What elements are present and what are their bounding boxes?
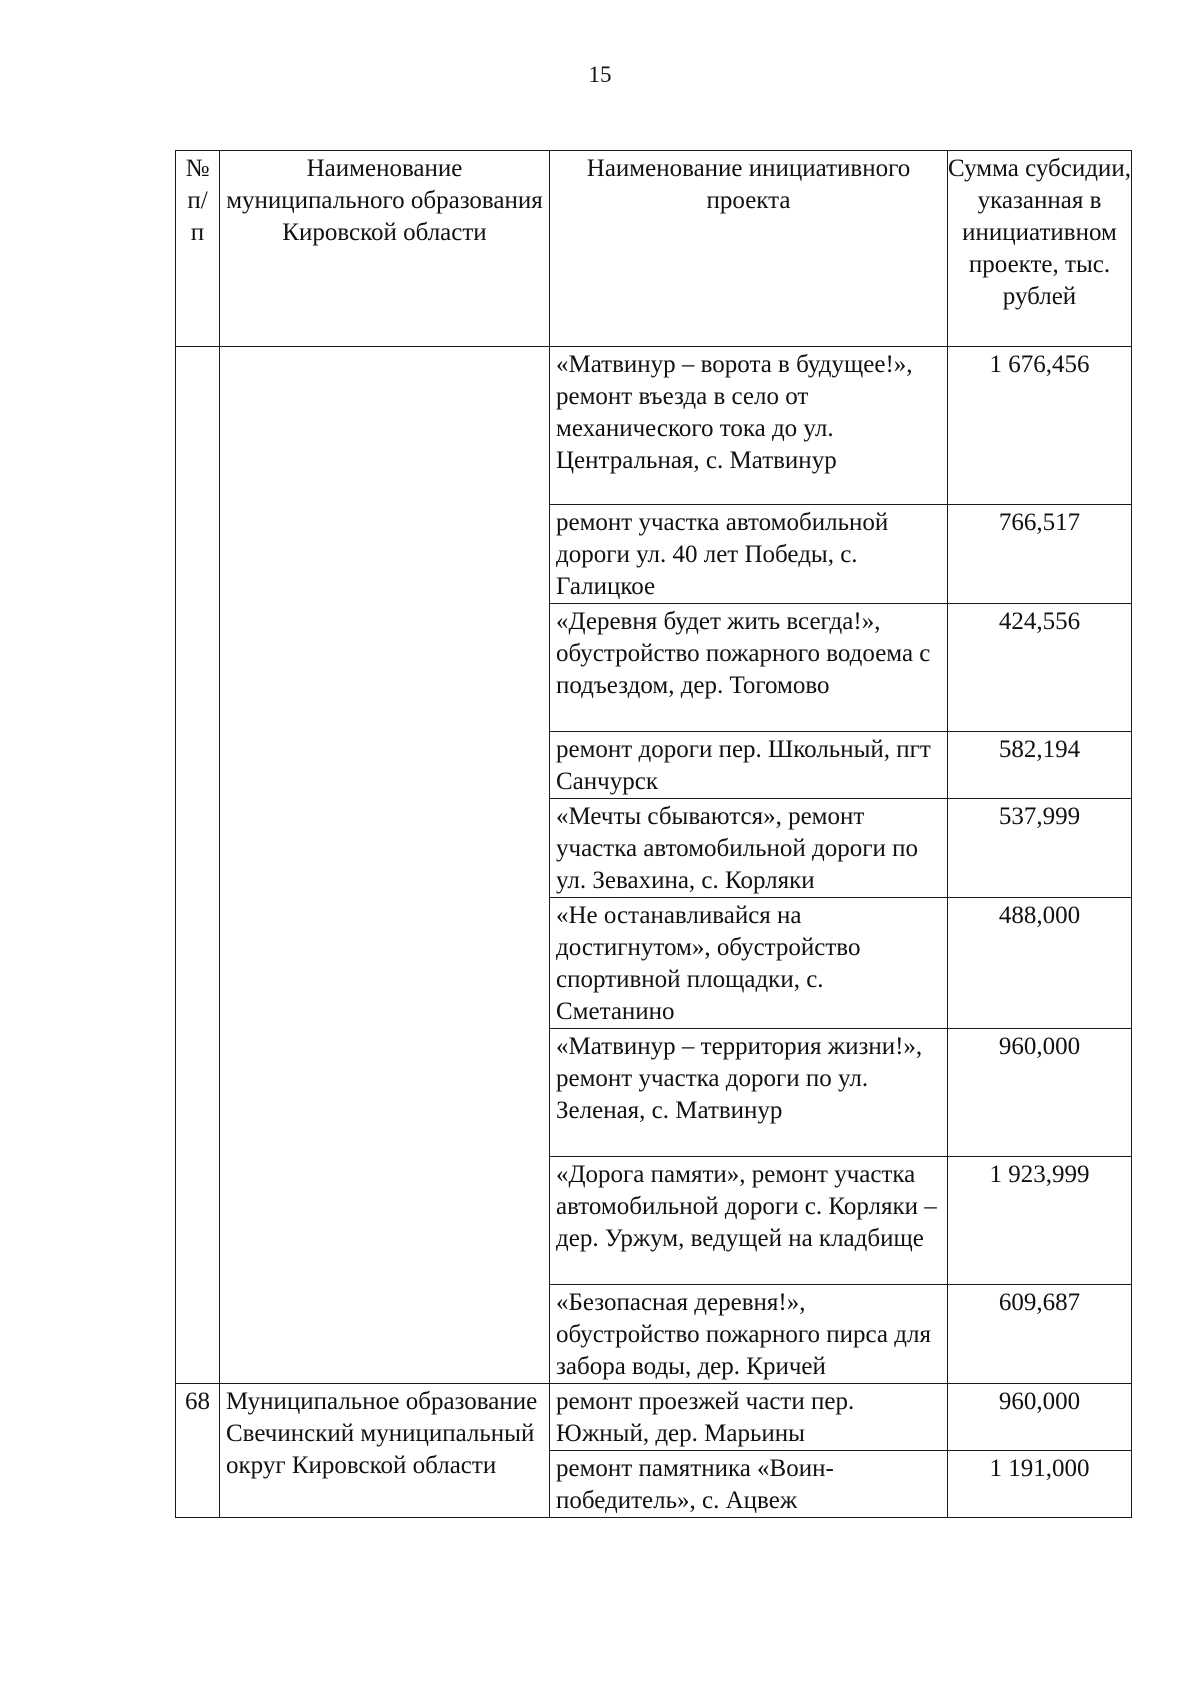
amount-cell: 537,999 bbox=[948, 799, 1132, 898]
amount-cell: 1 676,456 bbox=[948, 347, 1132, 505]
header-project: Наименование инициативного проекта bbox=[550, 151, 948, 347]
table-row bbox=[176, 1384, 1132, 1451]
project-cell: «Матвинур – территория жизни!», ремонт участка дороги по ул. Зеленая, с. Матвинур bbox=[550, 1029, 948, 1157]
table-row bbox=[176, 347, 1132, 505]
amount-cell: 424,556 bbox=[948, 604, 1132, 732]
project-cell: «Матвинур – ворота в будущее!», ремонт въезда в село от механического тока до ул. Центральная, с. Матвинур bbox=[550, 347, 948, 505]
project-cell: ремонт дороги пер. Школьный, пгт Санчурск bbox=[550, 732, 948, 799]
table-header-row bbox=[176, 151, 1132, 347]
num-cell-empty bbox=[176, 347, 220, 1384]
amount-cell: 1 191,000 bbox=[948, 1451, 1132, 1518]
project-cell: «Деревня будет жить всегда!», обустройство пожарного водоема с подъездом, дер. Тогомово bbox=[550, 604, 948, 732]
project-cell: «Мечты сбываются», ремонт участка автомобильной дороги по ул. Зевахина, с. Корляки bbox=[550, 799, 948, 898]
header-num: № п/п bbox=[176, 151, 220, 347]
amount-cell: 960,000 bbox=[948, 1384, 1132, 1451]
amount-cell: 582,194 bbox=[948, 732, 1132, 799]
project-cell: «Безопасная деревня!», обустройство пожарного пирса для забора воды, дер. Кричей bbox=[550, 1285, 948, 1384]
amount-cell: 488,000 bbox=[948, 898, 1132, 1029]
header-amount: Сумма субсидии, указанная в инициативном проекте, тыс. рублей bbox=[948, 151, 1132, 347]
amount-cell: 609,687 bbox=[948, 1285, 1132, 1384]
subsidy-table bbox=[175, 150, 1132, 1518]
page-number: 15 bbox=[588, 62, 612, 87]
row-number: 68 bbox=[176, 1384, 220, 1518]
project-cell: «Дорога памяти», ремонт участка автомобильной дороги с. Корляки – дер. Уржум, ведущей на кладбище bbox=[550, 1157, 948, 1285]
project-cell: ремонт проезжей части пер. Южный, дер. Марьины bbox=[550, 1384, 948, 1451]
project-cell: ремонт памятника «Воин-победитель», с. Ацвеж bbox=[550, 1451, 948, 1518]
municipality-cell: Муниципальное образование Свечинский муниципальный округ Кировской области bbox=[220, 1384, 550, 1518]
amount-cell: 1 923,999 bbox=[948, 1157, 1132, 1285]
amount-cell: 766,517 bbox=[948, 505, 1132, 604]
amount-cell: 960,000 bbox=[948, 1029, 1132, 1157]
project-cell: «Не останавливайся на достигнутом», обустройство спортивной площадки, с. Сметанино bbox=[550, 898, 948, 1029]
header-municipality: Наименование муниципального образования Кировской области bbox=[220, 151, 550, 347]
municipality-cell-empty bbox=[220, 347, 550, 1384]
project-cell: ремонт участка автомобильной дороги ул. 40 лет Победы, с. Галицкое bbox=[550, 505, 948, 604]
